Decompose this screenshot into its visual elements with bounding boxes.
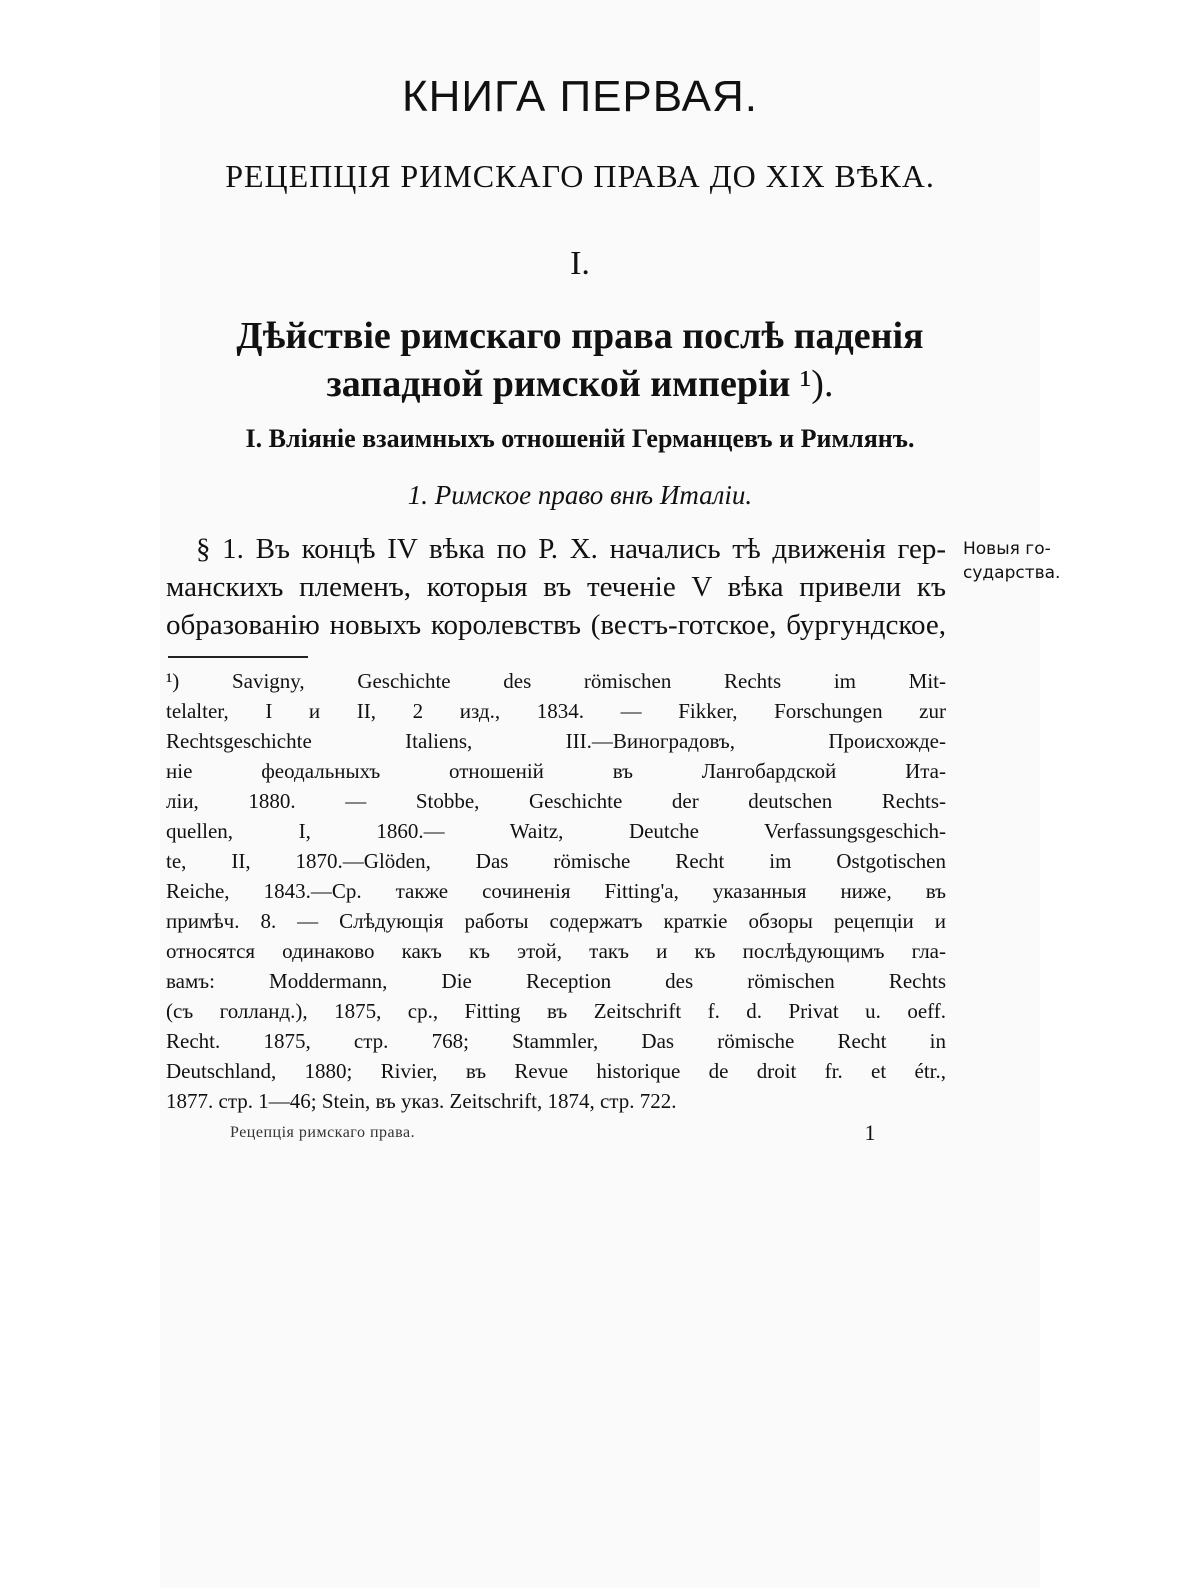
footnote-line: относятся одинаково какъ къ этой, такъ и къ послѣдующимъ гла-	[166, 939, 946, 963]
chapter-title	[160, 312, 1000, 408]
body-paragraph	[166, 530, 946, 644]
body-line: образованію новыхъ королевствъ (вестъ-готское, бургундское,	[166, 609, 946, 641]
footnote-line: Rechtsgeschichte Italiens, III.—Виноградовъ, Происхожде-	[166, 729, 946, 753]
chapter-footnote-ref[interactable]: ¹).	[799, 363, 834, 405]
running-title: Рецепція римскаго права.	[230, 1124, 416, 1141]
footnote-divider	[168, 656, 308, 658]
body-line: § 1. Въ концѣ IV вѣка по Р. X. начались тѣ движенія гер-	[196, 533, 946, 565]
footnote-line: ліи, 1880. — Stobbe, Geschichte der deutschen Rechts-	[166, 789, 946, 813]
body-line: манскихъ племенъ, которыя въ теченіе V вѣка привели къ	[166, 571, 946, 603]
footnote-line: telalter, I и II, 2 изд., 1834. — Fikker, Forschungen zur	[166, 699, 946, 723]
part-title: РЕЦЕПЦІЯ РИМСКАГО ПРАВА ДО XIX ВѢКА.	[225, 158, 935, 194]
footnote-line: Recht. 1875, стр. 768; Stammler, Das römische Recht in	[166, 1029, 946, 1053]
chapter-title-line2-wrap	[160, 360, 1000, 408]
subsection-title: 1. Римское право внѣ Италіи.	[407, 480, 753, 510]
footnote-line: примѣч. 8. — Слѣдующія работы содержатъ краткіе обзоры рецепціи и	[166, 909, 946, 933]
footnote-line: ¹) Savigny, Geschichte des römischen Rechts im Mit-	[166, 669, 946, 693]
margin-note-line: Новыя го-	[963, 539, 1051, 559]
chapter-number: I.	[570, 245, 590, 282]
footnotes	[166, 666, 946, 1116]
chapter-title-line2: западной римской имперіи	[326, 363, 791, 405]
footnote-line: quellen, I, 1860.— Waitz, Deutche Verfassungsgeschich-	[166, 819, 946, 843]
footnote-line: Deutschland, 1880; Rivier, въ Revue historique de droit fr. et étr.,	[166, 1059, 946, 1083]
chapter-title-line1: Дѣйствіе римскаго права послѣ паденія	[236, 315, 924, 357]
footnote-line: ніе феодальныхъ отношеній въ Лангобардской Ита-	[166, 759, 946, 783]
footnote-line: te, II, 1870.—Glöden, Das römische Recht im Ostgotischen	[166, 849, 946, 873]
footnote-line: (съ голланд.), 1875, ср., Fitting въ Zeitschrift f. d. Privat u. oeff.	[166, 999, 946, 1023]
footnote-line: вамъ: Moddermann, Die Reception des römischen Rechts	[166, 969, 946, 993]
page-number: 1	[864, 1120, 876, 1145]
section-title: I. Вліяніе взаимныхъ отношеній Германцевъ и Римлянъ.	[245, 424, 915, 453]
footnote-line: 1877. стр. 1—46; Stein, въ указ. Zeitschrift, 1874, стр. 722.	[166, 1089, 677, 1113]
margin-note-line: сударства.	[963, 563, 1061, 583]
footnote-line: Reiche, 1843.—Ср. также сочиненія Fitting'a, указанныя ниже, въ	[166, 879, 946, 903]
margin-note	[963, 537, 1073, 585]
book-title: КНИГА ПЕРВАЯ.	[401, 72, 759, 121]
